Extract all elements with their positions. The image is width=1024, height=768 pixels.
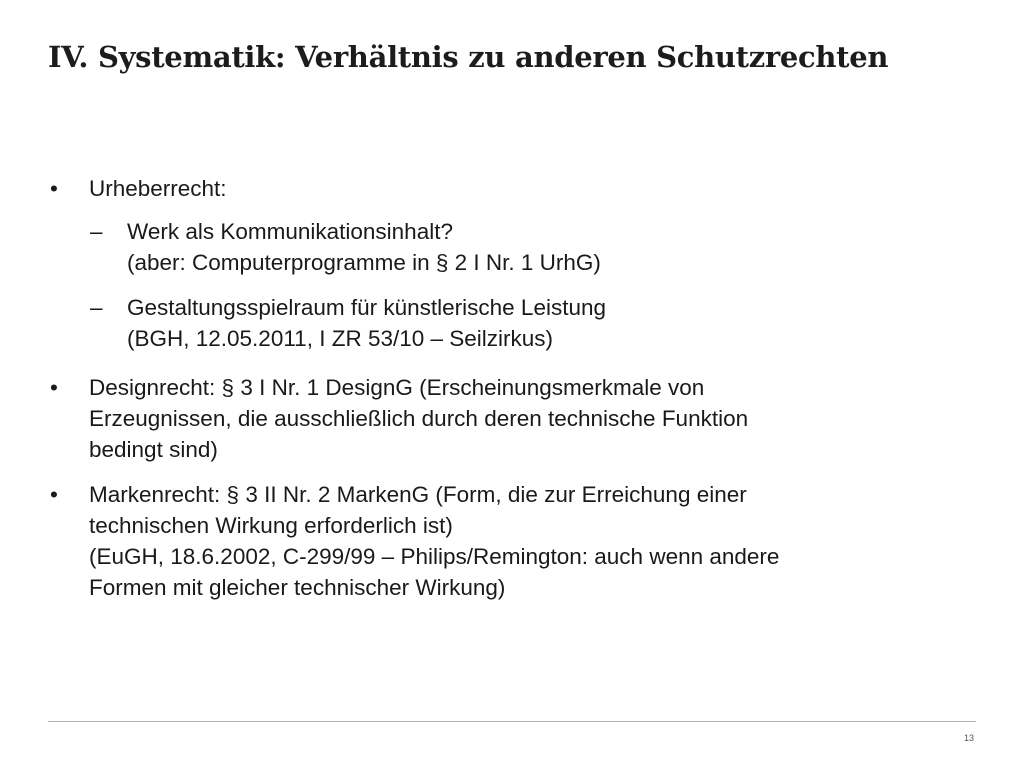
page-number: 13	[963, 733, 974, 743]
slide-title: IV. Systematik: Verhältnis zu anderen Schutzrechten	[48, 40, 889, 74]
footer-divider	[48, 721, 976, 722]
bullet-text: (EuGH, 18.6.2002, C-299/99 – Philips/Remington: auch wenn andere	[89, 544, 780, 569]
sub-text: (aber: Computerprogramme in § 2 I Nr. 1 UrhG)	[127, 250, 601, 275]
slide-content	[48, 173, 988, 617]
bullet-text: Urheberrecht:	[89, 176, 227, 201]
sub-item-gestaltungsspielraum	[89, 292, 988, 354]
bullet-marker: •	[50, 375, 58, 400]
sub-list	[89, 216, 988, 354]
bullet-text: Markenrecht: § 3 II Nr. 2 MarkenG (Form, die zur Erreichung einer	[89, 482, 747, 507]
bullet-designrecht	[48, 372, 988, 465]
bullet-text: Erzeugnissen, die ausschließlich durch deren technische Funktion	[89, 406, 749, 431]
bullet-text: technischen Wirkung erforderlich ist)	[89, 513, 453, 538]
bullet-text: Formen mit gleicher technischer Wirkung)	[89, 575, 506, 600]
sub-text: (BGH, 12.05.2011, I ZR 53/10 – Seilzirkus)	[127, 326, 554, 351]
sub-text: Gestaltungsspielraum für künstlerische Leistung	[127, 295, 606, 320]
bullet-urheberrecht	[48, 173, 988, 354]
sub-text: Werk als Kommunikationsinhalt?	[127, 219, 453, 244]
bullet-marker: •	[50, 176, 58, 201]
bullet-text: Designrecht: § 3 I Nr. 1 DesignG (Erscheinungsmerkmale von	[89, 375, 705, 400]
bullet-marker: •	[50, 482, 58, 507]
sub-item-werk	[89, 216, 988, 278]
sub-marker: –	[90, 219, 103, 244]
sub-marker: –	[90, 295, 103, 320]
bullet-markenrecht	[48, 479, 988, 603]
bullet-text: bedingt sind)	[89, 437, 218, 462]
